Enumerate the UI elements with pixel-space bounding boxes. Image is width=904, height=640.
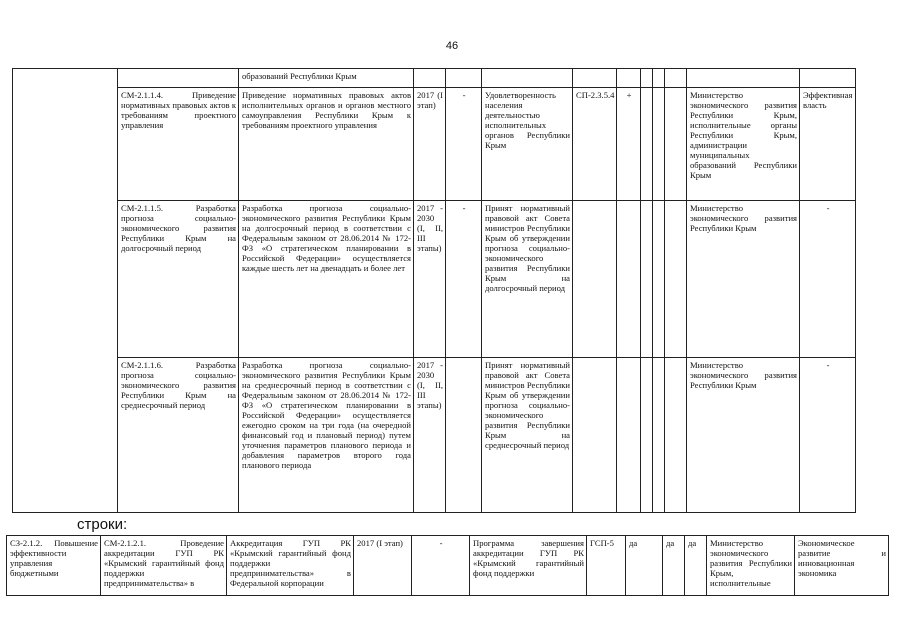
cell-mark: - — [446, 201, 482, 358]
cell-code-title: СМ-2.1.1.4. Приведение нормативных правовых актов к требованиям проектного управления — [118, 88, 239, 201]
cell-mark: - — [412, 536, 470, 596]
cell-period: 2017 (I этап) — [414, 88, 446, 201]
table-row — [13, 358, 856, 513]
table-row — [13, 201, 856, 358]
cell-responsible: Министерство экономического развития Республики Крым, исполнительные — [707, 536, 795, 596]
left-cell — [13, 69, 118, 513]
cell-result: Программа завершения аккредитации ГУП РК «Крымский гарантийный фонд поддержки — [470, 536, 587, 596]
cell-responsible: Министерство экономического развития Республики Крым, исполнительные органы Республики Крым, администрации муниципальных образований Республики Крым — [687, 88, 800, 201]
cell-area: Экономическое развитие и инновационная экономика — [795, 536, 889, 596]
upper-table — [12, 68, 856, 513]
cell-yes: да — [663, 536, 685, 596]
cell-description: Аккредитация ГУП РК «Крымский гарантийный фонд поддержки предпринимательства» в Федеральной корпорации — [227, 536, 354, 596]
caption-text: строки: — [77, 516, 128, 533]
table-row — [13, 69, 856, 88]
cell-code: СП-2.3.5.4 — [573, 88, 617, 201]
cell-goal: СЗ-2.1.2. Повышение эффективности управления бюджетными — [7, 536, 101, 596]
cell-period: 2017 (I этап) — [354, 536, 412, 596]
cell-area: - — [800, 201, 856, 358]
cell-result: Принят нормативный правовой акт Совета министров Республики Крым об утверждении прогноза социально-экономического развития Республики Крым на долгосрочный период — [482, 201, 573, 358]
cell-result: Удовлетворенность населения деятельностью исполнительных органов Республики Крым — [482, 88, 573, 201]
table-row — [7, 536, 889, 596]
cell-description: образований Республики Крым — [239, 69, 414, 88]
lower-table — [6, 535, 889, 596]
cell-description: Приведение нормативных правовых актов исполнительных органов и органов местного самоуправления Республики Крым к требованиям проектного управления — [239, 88, 414, 201]
cell-responsible: Министерство экономического развития Республики Крым — [687, 358, 800, 513]
cell-area: Эффективная власть — [800, 88, 856, 201]
cell-code-title: СМ-2.1.1.5. Разработка прогноза социально-экономического развития Республики Крым на долгосрочный период — [118, 201, 239, 358]
cell-code-title: СМ-2.1.1.6. Разработка прогноза социально-экономического развития Республики Крым на среднесрочный период — [118, 358, 239, 513]
cell-period: 2017 - 2030 (I, II, III этапы) — [414, 358, 446, 513]
cell-area: - — [800, 358, 856, 513]
cell-yes: да — [685, 536, 707, 596]
cell-description: Разработка прогноза социально-экономического развития Республики Крым на долгосрочный период в соответствии с Федеральным законом от 28.06.2014 № 172-ФЗ «О стратегическом планировании в Российской Федерации» осуществляется каждые шесть лет на двенадцать и более лет — [239, 201, 414, 358]
cell-period: 2017 - 2030 (I, II, III этапы) — [414, 201, 446, 358]
cell-code-title: СМ-2.1.2.1. Проведение аккредитации ГУП РК «Крымский гарантийный фонд поддержки предпринимательства» в — [101, 536, 227, 596]
cell-description: Разработка прогноза социально-экономического развития Республики Крым на среднесрочный период в соответствии с Федеральным законом от 28.06.2014 № 172-ФЗ «О стратегическом планировании в Российской Федерации» осуществляется ежегодно сроком на три года (на очередной финансовый год и плановый период) путем уточнения параметров планового периода и добавления параметров второго года планового периода — [239, 358, 414, 513]
cell-plus: + — [617, 88, 641, 201]
cell-responsible: Министерство экономического развития Республики Крым — [687, 201, 800, 358]
page-number: 46 — [445, 40, 459, 52]
cell-code: ГСП-5 — [587, 536, 626, 596]
cell-mark: - — [446, 88, 482, 201]
cell-result: Принят нормативный правовой акт Совета министров Республики Крым об утверждении прогноза социально-экономического развития Республики Крым на среднесрочный период — [482, 358, 573, 513]
cell-yes: да — [626, 536, 663, 596]
table-row — [13, 88, 856, 201]
